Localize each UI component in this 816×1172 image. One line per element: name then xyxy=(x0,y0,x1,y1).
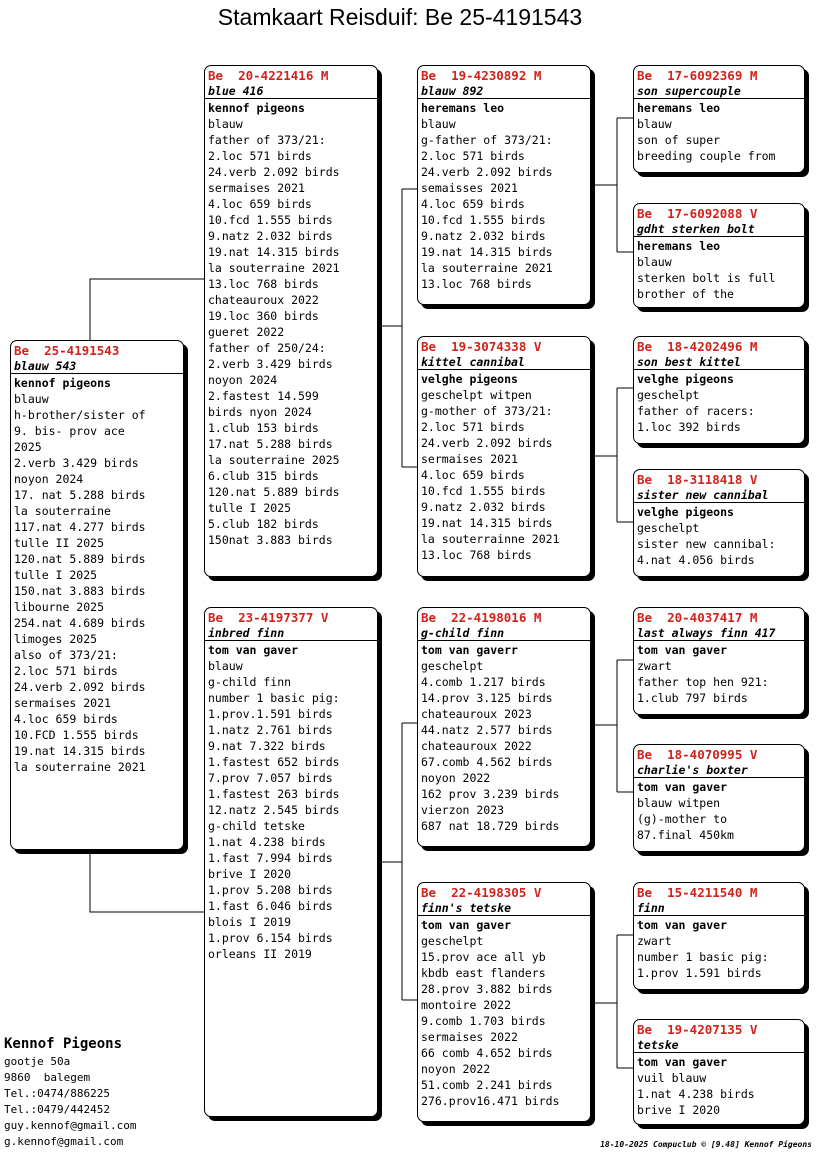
owner-address-line: gootje 50a xyxy=(4,1055,71,1068)
card-details xyxy=(11,391,183,775)
ring-number: Be 18-3118418 V xyxy=(637,472,758,487)
detail-line: 10.fcd 1.555 birds xyxy=(421,484,546,498)
detail-line: sterken bolt is full xyxy=(637,271,776,285)
detail-line: (g)-mother to xyxy=(637,812,728,826)
breeder: tom van gaver xyxy=(208,643,299,657)
pigeon-name: finn's tetske xyxy=(418,901,590,916)
detail-line: 17. nat 5.288 birds xyxy=(14,488,146,502)
card-details xyxy=(418,116,590,292)
detail-line: noyon 2022 xyxy=(421,1062,491,1076)
card-sire-sire xyxy=(417,65,591,305)
detail-line: 1.fastest 652 birds xyxy=(208,755,340,769)
card-sire-sire-dam xyxy=(633,203,805,308)
card-sire-dam-dam xyxy=(633,469,805,577)
detail-line: tulle II 2025 xyxy=(14,536,105,550)
detail-line: la souterraine 2021 xyxy=(421,261,553,275)
detail-line: geschelpt xyxy=(421,659,484,673)
breeder: tom van gaver xyxy=(421,918,512,932)
breeder: heremans leo xyxy=(637,239,721,253)
detail-line: geschelpt xyxy=(421,934,484,948)
card-sire-dam-sire xyxy=(633,336,805,444)
detail-line: breeding couple from xyxy=(637,149,776,163)
owner-name: Kennof Pigeons xyxy=(4,1036,123,1052)
breeder: velghe pigeons xyxy=(421,372,518,386)
detail-line: 162 prov 3.239 birds xyxy=(421,787,560,801)
breeder: tom van gaver xyxy=(637,643,728,657)
detail-line: 276.prov16.471 birds xyxy=(421,1094,560,1108)
pigeon-name: son supercouple xyxy=(634,84,804,99)
detail-line: blauw xyxy=(208,659,243,673)
card-sire xyxy=(204,65,378,577)
detail-line: 2.verb 3.429 birds xyxy=(208,357,333,371)
card-details xyxy=(205,116,377,548)
detail-line: geschelpt witpen xyxy=(421,388,532,402)
card-details xyxy=(634,116,804,164)
detail-line: 13.loc 768 birds xyxy=(208,277,319,291)
pigeon-name: tetske xyxy=(634,1038,804,1053)
detail-line: 13.loc 768 birds xyxy=(421,548,532,562)
card-details xyxy=(634,795,804,843)
pigeon-name: g-child finn xyxy=(418,626,590,641)
owner-email: g.kennof@gmail.com xyxy=(4,1135,124,1148)
owner-address-line: 9860 balegem xyxy=(4,1071,91,1084)
detail-line: 2.loc 571 birds xyxy=(421,420,525,434)
ring-number: Be 22-4198016 M xyxy=(421,610,542,625)
ring-number: Be 17-6092369 M xyxy=(637,68,758,83)
detail-line: birds nyon 2024 xyxy=(208,405,312,419)
detail-line: montoire 2022 xyxy=(421,998,512,1012)
card-details xyxy=(418,387,590,563)
card-sire-dam xyxy=(417,336,591,577)
detail-line: sister new cannibal: xyxy=(637,537,776,551)
detail-line: 9. bis- prov ace xyxy=(14,424,125,438)
detail-line: 1.nat 4.238 birds xyxy=(637,1087,755,1101)
detail-line: 9.natz 2.032 birds xyxy=(421,229,546,243)
detail-line: 10.fcd 1.555 birds xyxy=(208,213,333,227)
detail-line: 9.natz 2.032 birds xyxy=(208,229,333,243)
pigeon-name: gdht sterken bolt xyxy=(634,222,804,237)
detail-line: la souterraine 2021 xyxy=(208,261,340,275)
breeder: kennof pigeons xyxy=(208,101,305,115)
detail-line: tulle I 2025 xyxy=(208,501,292,515)
detail-line: 4.loc 659 birds xyxy=(421,197,525,211)
detail-line: 4.comb 1.217 birds xyxy=(421,675,546,689)
card-sire-sire-sire xyxy=(633,65,805,173)
pigeon-name: finn xyxy=(634,901,804,916)
card-details xyxy=(418,933,590,1109)
detail-line: sermaises 2021 xyxy=(14,696,111,710)
page-title: Stamkaart Reisduif: Be 25-4191543 xyxy=(217,4,583,30)
detail-line: 12.natz 2.545 birds xyxy=(208,803,340,817)
detail-line: 1.club 797 birds xyxy=(637,691,748,705)
detail-line: noyon 2024 xyxy=(14,472,84,486)
ring-number: Be 19-4230892 M xyxy=(421,68,542,83)
ring-number: Be 25-4191543 xyxy=(14,343,120,358)
detail-line: 120.nat 5.889 birds xyxy=(14,552,146,566)
detail-line: 5.club 182 birds xyxy=(208,517,319,531)
detail-line: 13.loc 768 birds xyxy=(421,277,532,291)
card-dam-dam-dam xyxy=(633,1019,805,1125)
detail-line: semaisses 2021 xyxy=(421,181,518,195)
detail-line: g-child finn xyxy=(208,675,292,689)
detail-line: blauw xyxy=(421,117,456,131)
ring-number: Be 18-4202496 M xyxy=(637,339,758,354)
detail-line: noyon 2024 xyxy=(208,373,278,387)
detail-line: father of 373/21: xyxy=(208,133,326,147)
detail-line: blauw xyxy=(208,117,243,131)
owner-info xyxy=(4,1034,136,1150)
breeder: heremans leo xyxy=(421,101,505,115)
detail-line: tulle I 2025 xyxy=(14,568,98,582)
pigeon-name: sister new cannibal xyxy=(634,488,804,503)
detail-line: blauw xyxy=(14,392,49,406)
pigeon-name: blue 416 xyxy=(205,84,377,99)
detail-line: 150nat 3.883 birds xyxy=(208,533,333,547)
card-dam-sire-dam xyxy=(633,744,805,852)
detail-line: sermaises 2021 xyxy=(208,181,305,195)
breeder: velghe pigeons xyxy=(637,372,734,386)
detail-line: also of 373/21: xyxy=(14,648,118,662)
detail-line: 4.nat 4.056 birds xyxy=(637,553,755,567)
detail-line: la souterraine xyxy=(14,504,111,518)
detail-line: 19.loc 360 birds xyxy=(208,309,319,323)
ring-number: Be 19-3074338 V xyxy=(421,339,542,354)
detail-line: number 1 basic pig: xyxy=(208,691,340,705)
detail-line: 87.final 450km xyxy=(637,828,734,842)
detail-line: g-mother of 373/21: xyxy=(421,404,553,418)
detail-line: 1.prov 6.154 birds xyxy=(208,931,333,945)
detail-line: geschelpt xyxy=(637,521,700,535)
breeder: kennof pigeons xyxy=(14,376,111,390)
detail-line: blauw witpen xyxy=(637,796,721,810)
pigeon-name: charlie's boxter xyxy=(634,763,804,778)
detail-line: 4.loc 659 birds xyxy=(14,712,118,726)
detail-line: 1.fast 7.994 birds xyxy=(208,851,333,865)
pigeon-name: son best kittel xyxy=(634,355,804,370)
breeder: tom van gaver xyxy=(637,1055,728,1069)
detail-line: la souterraine 2021 xyxy=(14,760,146,774)
detail-line: 9.nat 7.322 birds xyxy=(208,739,326,753)
owner-email: guy.kennof@gmail.com xyxy=(4,1119,137,1132)
detail-line: father of racers: xyxy=(637,404,755,418)
detail-line: 120.nat 5.889 birds xyxy=(208,485,340,499)
detail-line: 24.verb 2.092 birds xyxy=(208,165,340,179)
detail-line: blauw xyxy=(637,255,672,269)
detail-line: 19.nat 14.315 birds xyxy=(14,744,146,758)
detail-line: 7.prov 7.057 birds xyxy=(208,771,333,785)
detail-line: son of super xyxy=(637,133,721,147)
detail-line: 1.club 153 birds xyxy=(208,421,319,435)
breeder: velghe pigeons xyxy=(637,505,734,519)
card-dam-dam-sire xyxy=(633,882,805,990)
detail-line: brive I 2020 xyxy=(637,1103,721,1117)
detail-line: libourne 2025 xyxy=(14,600,105,614)
detail-line: number 1 basic pig: xyxy=(637,950,769,964)
detail-line: 2.fastest 14.599 xyxy=(208,389,319,403)
breeder: heremans leo xyxy=(637,101,721,115)
detail-line: 2.verb 3.429 birds xyxy=(14,456,139,470)
ring-number: Be 17-6092088 V xyxy=(637,206,758,221)
detail-line: 1.natz 2.761 birds xyxy=(208,723,333,737)
detail-line: 1.prov.1.591 birds xyxy=(208,707,333,721)
card-details xyxy=(634,933,804,981)
card-details xyxy=(418,658,590,834)
card-dam-sire-sire xyxy=(633,607,805,715)
detail-line: 28.prov 3.882 birds xyxy=(421,982,553,996)
detail-line: la souterrainne 2021 xyxy=(421,532,560,546)
owner-phone: Tel.:0474/886225 xyxy=(4,1087,110,1100)
detail-line: 67.comb 4.562 birds xyxy=(421,755,553,769)
detail-line: 14.prov 3.125 birds xyxy=(421,691,553,705)
detail-line: blauw xyxy=(637,117,672,131)
detail-line: 1.prov 1.591 birds xyxy=(637,966,762,980)
detail-line: 1.prov 5.208 birds xyxy=(208,883,333,897)
ring-number: Be 20-4037417 M xyxy=(637,610,758,625)
detail-line: kbdb east flanders xyxy=(421,966,546,980)
detail-line: gueret 2022 xyxy=(208,325,285,339)
detail-line: chateauroux 2023 xyxy=(421,707,532,721)
detail-line: 1.nat 4.238 birds xyxy=(208,835,326,849)
pigeon-name: last always finn 417 xyxy=(634,626,804,641)
card-details xyxy=(634,658,804,706)
pigeon-name: blauw 892 xyxy=(418,84,590,99)
detail-line: 117.nat 4.277 birds xyxy=(14,520,146,534)
detail-line: h-brother/sister of xyxy=(14,408,146,422)
detail-line: 51.comb 2.241 birds xyxy=(421,1078,553,1092)
detail-line: 24.verb 2.092 birds xyxy=(14,680,146,694)
pigeon-name: blauw 543 xyxy=(11,359,183,374)
detail-line: 24.verb 2.092 birds xyxy=(421,165,553,179)
detail-line: blois I 2019 xyxy=(208,915,292,929)
detail-line: orleans II 2019 xyxy=(208,947,312,961)
detail-line: 2.loc 571 birds xyxy=(14,664,118,678)
detail-line: noyon 2022 xyxy=(421,771,491,785)
detail-line: vierzon 2023 xyxy=(421,803,505,817)
detail-line: limoges 2025 xyxy=(14,632,98,646)
detail-line: 2.loc 571 birds xyxy=(208,149,312,163)
detail-line: 9.natz 2.032 birds xyxy=(421,500,546,514)
detail-line: 19.nat 14.315 birds xyxy=(421,245,553,259)
detail-line: 687 nat 18.729 birds xyxy=(421,819,560,833)
detail-line: 1.loc 392 birds xyxy=(637,420,741,434)
detail-line: 1.fastest 263 birds xyxy=(208,787,340,801)
detail-line: g-father of 373/21: xyxy=(421,133,553,147)
detail-line: 19.nat 14.315 birds xyxy=(208,245,340,259)
detail-line: sermaises 2022 xyxy=(421,1030,518,1044)
pigeon-name: inbred finn xyxy=(205,626,377,641)
detail-line: zwart xyxy=(637,659,672,673)
ring-number: Be 15-4211540 M xyxy=(637,885,758,900)
detail-line: 10.fcd 1.555 birds xyxy=(421,213,546,227)
breeder: tom van gaver xyxy=(637,918,728,932)
breeder: tom van gaverr xyxy=(421,643,518,657)
detail-line: 44.natz 2.577 birds xyxy=(421,723,553,737)
detail-line: father of 250/24: xyxy=(208,341,326,355)
detail-line: chateauroux 2022 xyxy=(208,293,319,307)
ring-number: Be 18-4070995 V xyxy=(637,747,758,762)
detail-line: 254.nat 4.689 birds xyxy=(14,616,146,630)
detail-line: 1.fast 6.046 birds xyxy=(208,899,333,913)
detail-line: 9.comb 1.703 birds xyxy=(421,1014,546,1028)
detail-line: 10.FCD 1.555 birds xyxy=(14,728,139,742)
ring-number: Be 23-4197377 V xyxy=(208,610,329,625)
detail-line: brother of the xyxy=(637,287,734,301)
detail-line: 17.nat 5.288 birds xyxy=(208,437,333,451)
detail-line: geschelpt xyxy=(637,388,700,402)
detail-line: 150.nat 3.883 birds xyxy=(14,584,146,598)
detail-line: zwart xyxy=(637,934,672,948)
card-dam-dam xyxy=(417,882,591,1122)
card-dam-sire xyxy=(417,607,591,847)
detail-line: g-child tetske xyxy=(208,819,305,833)
breeder: tom van gaver xyxy=(637,780,728,794)
detail-line: father top hen 921: xyxy=(637,675,769,689)
detail-line: 2025 xyxy=(14,440,42,454)
card-subject xyxy=(10,340,184,850)
card-details xyxy=(634,520,804,568)
detail-line: 15.prov ace all yb xyxy=(421,950,546,964)
detail-line: chateauroux 2022 xyxy=(421,739,532,753)
card-dam xyxy=(204,607,378,1117)
footer-credit: 18-10-2025 Compuclub © [9.48] Kennof Pigeons xyxy=(600,1140,812,1149)
card-details xyxy=(634,254,804,302)
detail-line: brive I 2020 xyxy=(208,867,292,881)
detail-line: sermaises 2021 xyxy=(421,452,518,466)
detail-line: vuil blauw xyxy=(637,1071,707,1085)
detail-line: 4.loc 659 birds xyxy=(208,197,312,211)
owner-phone: Tel.:0479/442452 xyxy=(4,1103,110,1116)
detail-line: 24.verb 2.092 birds xyxy=(421,436,553,450)
ring-number: Be 19-4207135 V xyxy=(637,1022,758,1037)
pigeon-name: kittel cannibal xyxy=(418,355,590,370)
detail-line: 6.club 315 birds xyxy=(208,469,319,483)
detail-line: la souterraine 2025 xyxy=(208,453,340,467)
ring-number: Be 20-4221416 M xyxy=(208,68,329,83)
detail-line: 66 comb 4.652 birds xyxy=(421,1046,553,1060)
card-details xyxy=(634,387,804,435)
detail-line: 19.nat 14.315 birds xyxy=(421,516,553,530)
card-details xyxy=(634,1070,804,1118)
ring-number: Be 22-4198305 V xyxy=(421,885,542,900)
detail-line: 2.loc 571 birds xyxy=(421,149,525,163)
detail-line: 4.loc 659 birds xyxy=(421,468,525,482)
card-details xyxy=(205,658,377,962)
